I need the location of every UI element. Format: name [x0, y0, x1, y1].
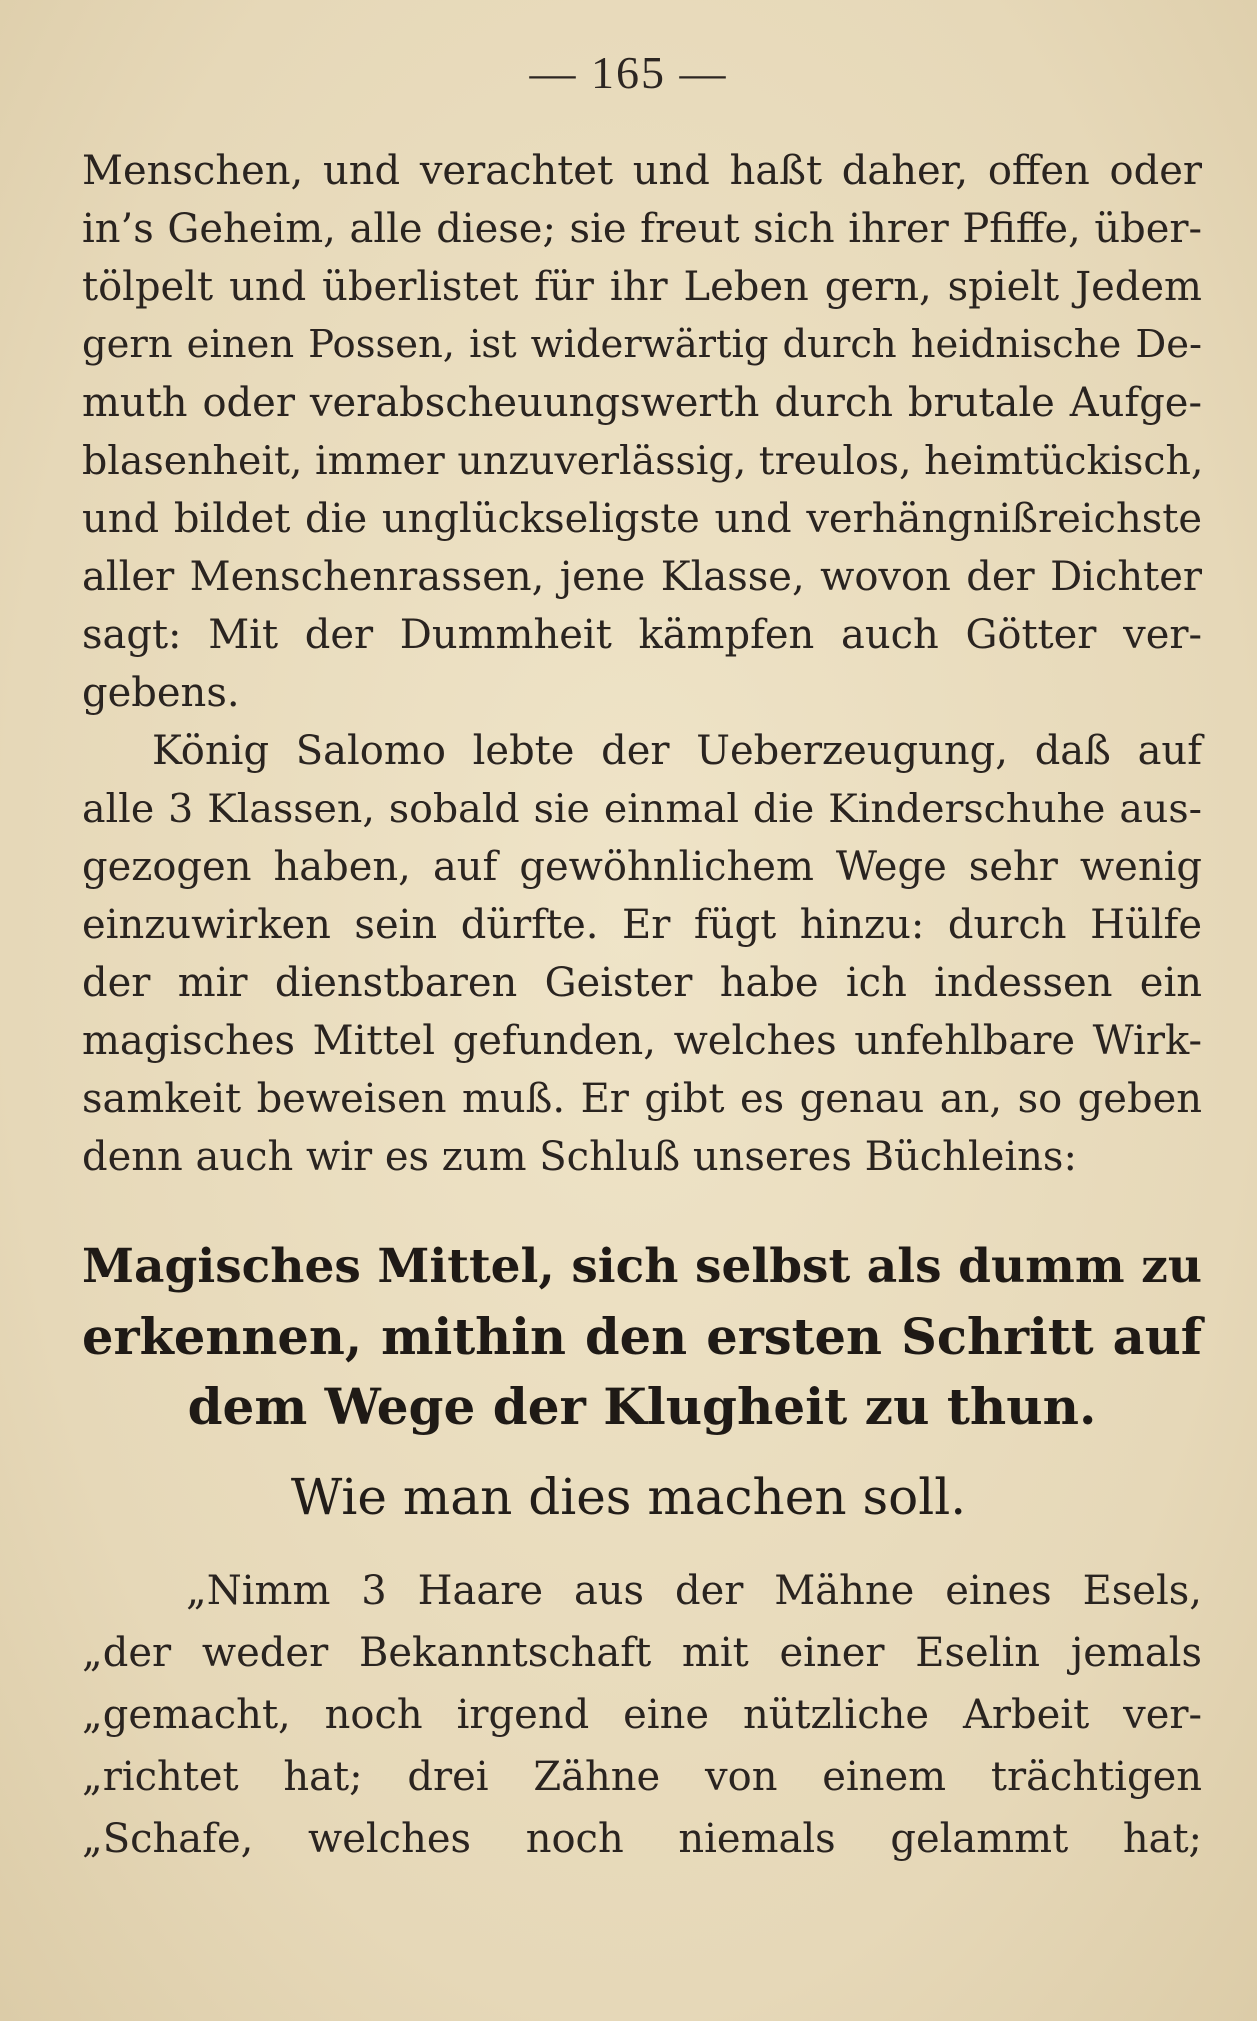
text-line: in’s Geheim, alle diese; sie freut sich ihrer Pfiffe, über-: [82, 206, 1202, 252]
text-line: einzuwirken sein dürfte. Er fügt hinzu: durch Hülfe: [82, 902, 1202, 948]
quote-line: „gemacht, noch irgend eine nützliche Arbeit ver-: [82, 1692, 1202, 1738]
paragraph-1: [82, 142, 1202, 722]
text-line: sagt: Mit der Dummheit kämpfen auch Götter ver-: [82, 612, 1202, 658]
text-line: tölpelt und überlistet für ihr Leben gern, spielt Jedem: [82, 264, 1202, 310]
quote-line: „richtet hat; drei Zähne von einem trächtigen: [82, 1754, 1202, 1800]
heading-line: dem Wege der Klugheit zu thun.: [187, 1377, 1097, 1436]
text-line: alle 3 Klassen, sobald sie einmal die Kinderschuhe aus-: [82, 786, 1202, 832]
text-line: König Salomo lebte der Ueberzeugung, daß auf: [152, 728, 1202, 774]
page-number: — 165 —: [529, 47, 728, 98]
text-line: gezogen haben, auf gewöhnlichem Wege sehr wenig: [82, 844, 1202, 890]
quote-line: „Nimm 3 Haare aus der Mähne eines Esels,: [186, 1568, 1202, 1614]
text-line: und bildet die unglückseligste und verhängnißreichste: [82, 496, 1202, 542]
text-line: gern einen Possen, ist widerwärtig durch heidnische De-: [82, 322, 1202, 367]
quote-line: „Schafe, welches noch niemals gelammt hat;: [82, 1816, 1202, 1862]
section-heading: [82, 1232, 1202, 1442]
text-line: denn auch wir es zum Schluß unseres Büchleins:: [82, 1134, 1077, 1180]
heading-line: Magisches Mittel, sich selbst als dumm zu: [82, 1239, 1202, 1294]
text-line: muth oder verabscheuungswerth durch brutale Aufge-: [82, 380, 1202, 426]
subheading: Wie man dies machen soll.: [290, 1468, 967, 1526]
text-line: Menschen, und verachtet und haßt daher, offen oder: [82, 148, 1202, 194]
text-line: samkeit beweisen muß. Er gibt es genau an, so geben: [82, 1076, 1202, 1122]
text-line: der mir dienstbaren Geister habe ich indessen ein: [82, 960, 1202, 1006]
heading-line: erkennen, mithin den ersten Schritt auf: [82, 1308, 1202, 1366]
quote-block: [82, 1560, 1202, 1870]
text-line: aller Menschenrassen, jene Klasse, wovon der Dichter: [82, 554, 1202, 600]
text-line: blasenheit, immer unzuverlässig, treulos, heimtückisch,: [82, 438, 1204, 484]
text-line: gebens.: [82, 670, 240, 716]
paragraph-2: [82, 722, 1202, 1186]
text-line: magisches Mittel gefunden, welches unfehlbare Wirk-: [82, 1018, 1202, 1064]
quote-line: „der weder Bekanntschaft mit einer Eselin jemals: [82, 1630, 1202, 1676]
